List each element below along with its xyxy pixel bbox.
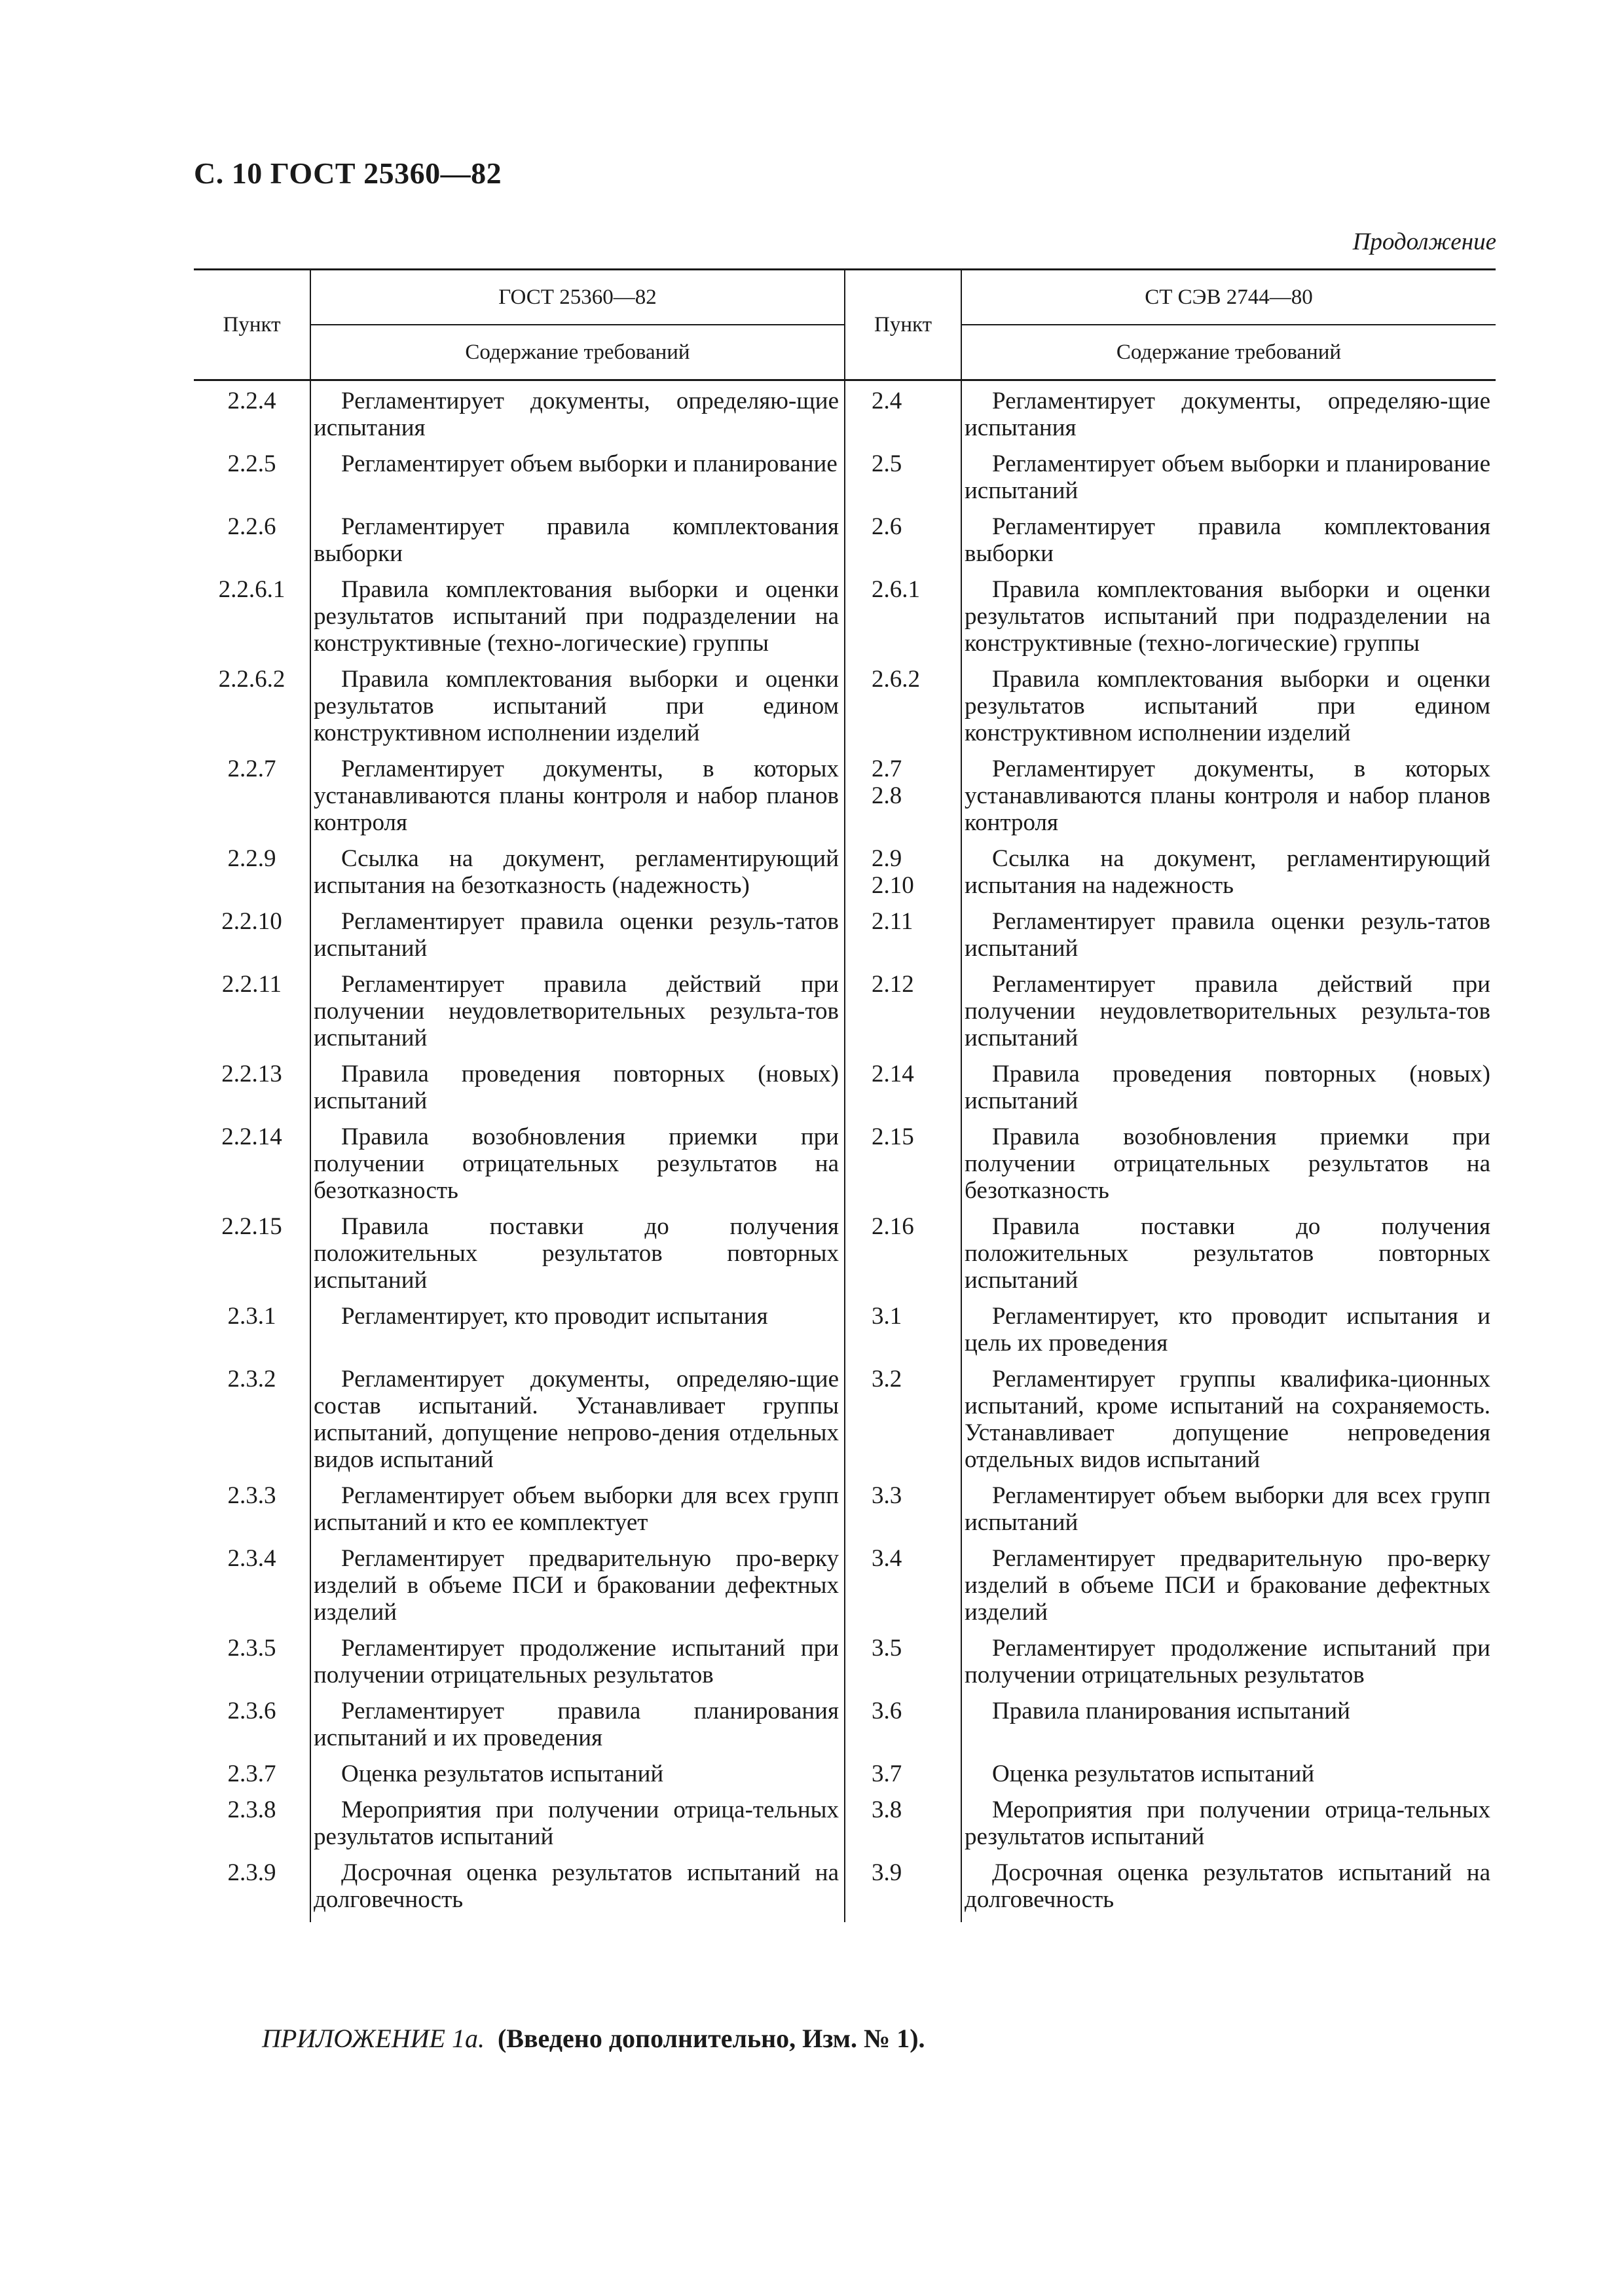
table-row [194, 908, 1496, 971]
gost-point: 2.2.13 [221, 1061, 282, 1087]
gost-point: 2.2.6.1 [218, 576, 286, 603]
gost-requirement: Регламентирует продолжение испытаний при получении отрицательных результатов [310, 1635, 845, 1698]
gost-requirement: Регламентирует правила планирования испытаний и их проведения [310, 1698, 845, 1760]
table-row [194, 1859, 1496, 1922]
table-row [194, 971, 1496, 1061]
gost-requirement: Регламентирует предварительную про-верку изделий в объеме ПСИ и браковании дефектных изделий [310, 1545, 845, 1635]
st-sev-requirement: Оценка результатов испытаний [961, 1760, 1496, 1796]
amendment-note: (Введено дополнительно, Изм. № 1). [497, 2024, 925, 2053]
header-point-left: Пункт [223, 312, 281, 337]
gost-requirement: Регламентирует объем выборки для всех групп испытаний и кто ее комплектует [310, 1482, 845, 1545]
gost-requirement: Досрочная оценка результатов испытаний на долговечность [310, 1859, 845, 1922]
st-sev-point: 2.16 [845, 1213, 961, 1303]
gost-requirement: Правила поставки до получения положительных результатов повторных испытаний [310, 1213, 845, 1303]
gost-requirement: Правила комплектования выборки и оценки результатов испытаний при едином конструктивном исполнении изделий [310, 666, 845, 756]
gost-point: 2.3.8 [227, 1796, 276, 1823]
st-sev-requirement: Регламентирует объем выборки для всех групп испытаний [961, 1482, 1496, 1545]
st-sev-requirement: Правила возобновления приемки при получении отрицательных результатов на безотказность [961, 1123, 1496, 1213]
gost-point: 2.3.3 [227, 1482, 276, 1509]
st-sev-requirement: Досрочная оценка результатов испытаний на долговечность [961, 1859, 1496, 1922]
st-sev-point: 2.6.2 [845, 666, 961, 756]
table-row [194, 1545, 1496, 1635]
st-sev-requirement: Правила проведения повторных (новых) испытаний [961, 1061, 1496, 1123]
gost-point: 2.2.11 [221, 971, 282, 998]
gost-point: 2.2.9 [227, 845, 276, 872]
gost-requirement: Регламентирует документы, определяю-щие испытания [310, 380, 845, 451]
continuation-label: Продолжение [1352, 228, 1496, 255]
gost-requirement: Регламентирует документы, в которых устанавливаются планы контроля и набор планов контроля [310, 756, 845, 845]
st-sev-point: 2.5 [845, 450, 961, 513]
table-row [194, 1123, 1496, 1213]
gost-requirement: Регламентирует документы, определяю-щие состав испытаний. Устанавливает группы испытаний, допущение непрово-дения отдельных видов испытаний [310, 1366, 845, 1482]
gost-point: 2.3.9 [227, 1859, 276, 1886]
st-sev-requirement: Регламентирует предварительную про-верку изделий в объеме ПСИ и бракование дефектных изделий [961, 1545, 1496, 1635]
table-row [194, 513, 1496, 576]
footer-note [262, 2023, 925, 2054]
appendix-label: ПРИЛОЖЕНИЕ 1а. [262, 2024, 485, 2053]
header-content-right: Содержание требований [961, 325, 1496, 380]
gost-point: 2.3.2 [227, 1366, 276, 1393]
header-st-sev: СТ СЭВ 2744—80 [961, 270, 1496, 325]
gost-requirement: Правила комплектования выборки и оценки результатов испытаний при подразделении на конструктивные (техно-логические) группы [310, 576, 845, 666]
st-sev-point: 3.9 [845, 1859, 961, 1922]
st-sev-point: 2.6.1 [845, 576, 961, 666]
table-row [194, 1213, 1496, 1303]
gost-requirement: Правила возобновления приемки при получении отрицательных результатов на безотказность [310, 1123, 845, 1213]
st-sev-point: 2.9 2.10 [845, 845, 961, 908]
gost-requirement: Регламентирует объем выборки и планирование [310, 450, 845, 513]
st-sev-point: 3.2 [845, 1366, 961, 1482]
table-row [194, 450, 1496, 513]
gost-point: 2.3.4 [227, 1545, 276, 1572]
header-gost: ГОСТ 25360—82 [310, 270, 845, 325]
st-sev-point: 3.6 [845, 1698, 961, 1760]
gost-point: 2.2.15 [221, 1213, 282, 1240]
comparison-table [194, 268, 1496, 1922]
st-sev-requirement: Регламентирует правила действий при получении неудовлетворительных результа-тов испытаний [961, 971, 1496, 1061]
table-row [194, 666, 1496, 756]
st-sev-requirement: Правила комплектования выборки и оценки результатов испытаний при едином конструктивном исполнении изделий [961, 666, 1496, 756]
table-row [194, 576, 1496, 666]
st-sev-point: 3.8 [845, 1796, 961, 1859]
gost-requirement: Ссылка на документ, регламентирующий испытания на безотказность (надежность) [310, 845, 845, 908]
gost-requirement: Оценка результатов испытаний [310, 1760, 845, 1796]
st-sev-requirement: Ссылка на документ, регламентирующий испытания на надежность [961, 845, 1496, 908]
st-sev-requirement: Регламентирует правила комплектования выборки [961, 513, 1496, 576]
gost-point: 2.2.5 [227, 450, 276, 477]
gost-point: 2.2.10 [221, 908, 282, 935]
st-sev-point: 3.5 [845, 1635, 961, 1698]
table-row [194, 1635, 1496, 1698]
gost-point: 2.2.6.2 [218, 666, 286, 693]
gost-point: 2.2.4 [227, 388, 276, 414]
st-sev-requirement: Регламентирует продолжение испытаний при получении отрицательных результатов [961, 1635, 1496, 1698]
gost-point: 2.2.6 [227, 513, 276, 540]
table-row [194, 756, 1496, 845]
st-sev-point: 2.14 [845, 1061, 961, 1123]
gost-requirement: Регламентирует правила оценки резуль-татов испытаний [310, 908, 845, 971]
st-sev-requirement: Мероприятия при получении отрица-тельных результатов испытаний [961, 1796, 1496, 1859]
st-sev-point: 2.12 [845, 971, 961, 1061]
table-row [194, 1303, 1496, 1366]
table-row [194, 1061, 1496, 1123]
st-sev-point: 3.3 [845, 1482, 961, 1545]
gost-requirement: Регламентирует правила комплектования выборки [310, 513, 845, 576]
st-sev-requirement: Регламентирует объем выборки и планирование испытаний [961, 450, 1496, 513]
st-sev-requirement: Регламентирует, кто проводит испытания и цель их проведения [961, 1303, 1496, 1366]
table-row [194, 380, 1496, 451]
page-title: С. 10 ГОСТ 25360—82 [194, 156, 502, 190]
table-row [194, 1366, 1496, 1482]
st-sev-requirement: Регламентирует правила оценки резуль-татов испытаний [961, 908, 1496, 971]
gost-point: 2.2.14 [221, 1123, 282, 1150]
st-sev-requirement: Регламентирует документы, в которых устанавливаются планы контроля и набор планов контроля [961, 756, 1496, 845]
header-point-right: Пункт [845, 270, 961, 380]
table-row [194, 845, 1496, 908]
st-sev-point: 2.7 2.8 [845, 756, 961, 845]
gost-point: 2.3.6 [227, 1698, 276, 1724]
st-sev-requirement: Правила комплектования выборки и оценки результатов испытаний при подразделении на конструктивные (техно-логические) группы [961, 576, 1496, 666]
table-body [194, 380, 1496, 1923]
gost-point: 2.3.7 [227, 1760, 276, 1787]
table-row [194, 1698, 1496, 1760]
gost-requirement: Мероприятия при получении отрица-тельных результатов испытаний [310, 1796, 845, 1859]
table-row [194, 1482, 1496, 1545]
gost-requirement: Регламентирует, кто проводит испытания [310, 1303, 845, 1366]
st-sev-requirement: Регламентирует документы, определяю-щие испытания [961, 380, 1496, 451]
gost-point: 2.3.1 [227, 1303, 276, 1330]
table-header [194, 270, 1496, 380]
header-content-left: Содержание требований [310, 325, 845, 380]
table-row [194, 1760, 1496, 1796]
gost-point: 2.2.7 [227, 756, 276, 782]
st-sev-requirement: Регламентирует группы квалифика-ционных испытаний, кроме испытаний на сохраняемость. Устанавливает допущение непроведения отдельных видов испытаний [961, 1366, 1496, 1482]
st-sev-requirement: Правила планирования испытаний [961, 1698, 1496, 1760]
st-sev-point: 3.1 [845, 1303, 961, 1366]
st-sev-point: 2.4 [845, 380, 961, 451]
st-sev-point: 2.6 [845, 513, 961, 576]
st-sev-point: 3.7 [845, 1760, 961, 1796]
st-sev-point: 2.11 [845, 908, 961, 971]
st-sev-point: 3.4 [845, 1545, 961, 1635]
gost-requirement: Правила проведения повторных (новых) испытаний [310, 1061, 845, 1123]
table-row [194, 1796, 1496, 1859]
st-sev-requirement: Правила поставки до получения положительных результатов повторных испытаний [961, 1213, 1496, 1303]
gost-requirement: Регламентирует правила действий при получении неудовлетворительных результа-тов испытаний [310, 971, 845, 1061]
st-sev-point: 2.15 [845, 1123, 961, 1213]
gost-point: 2.3.5 [227, 1635, 276, 1662]
